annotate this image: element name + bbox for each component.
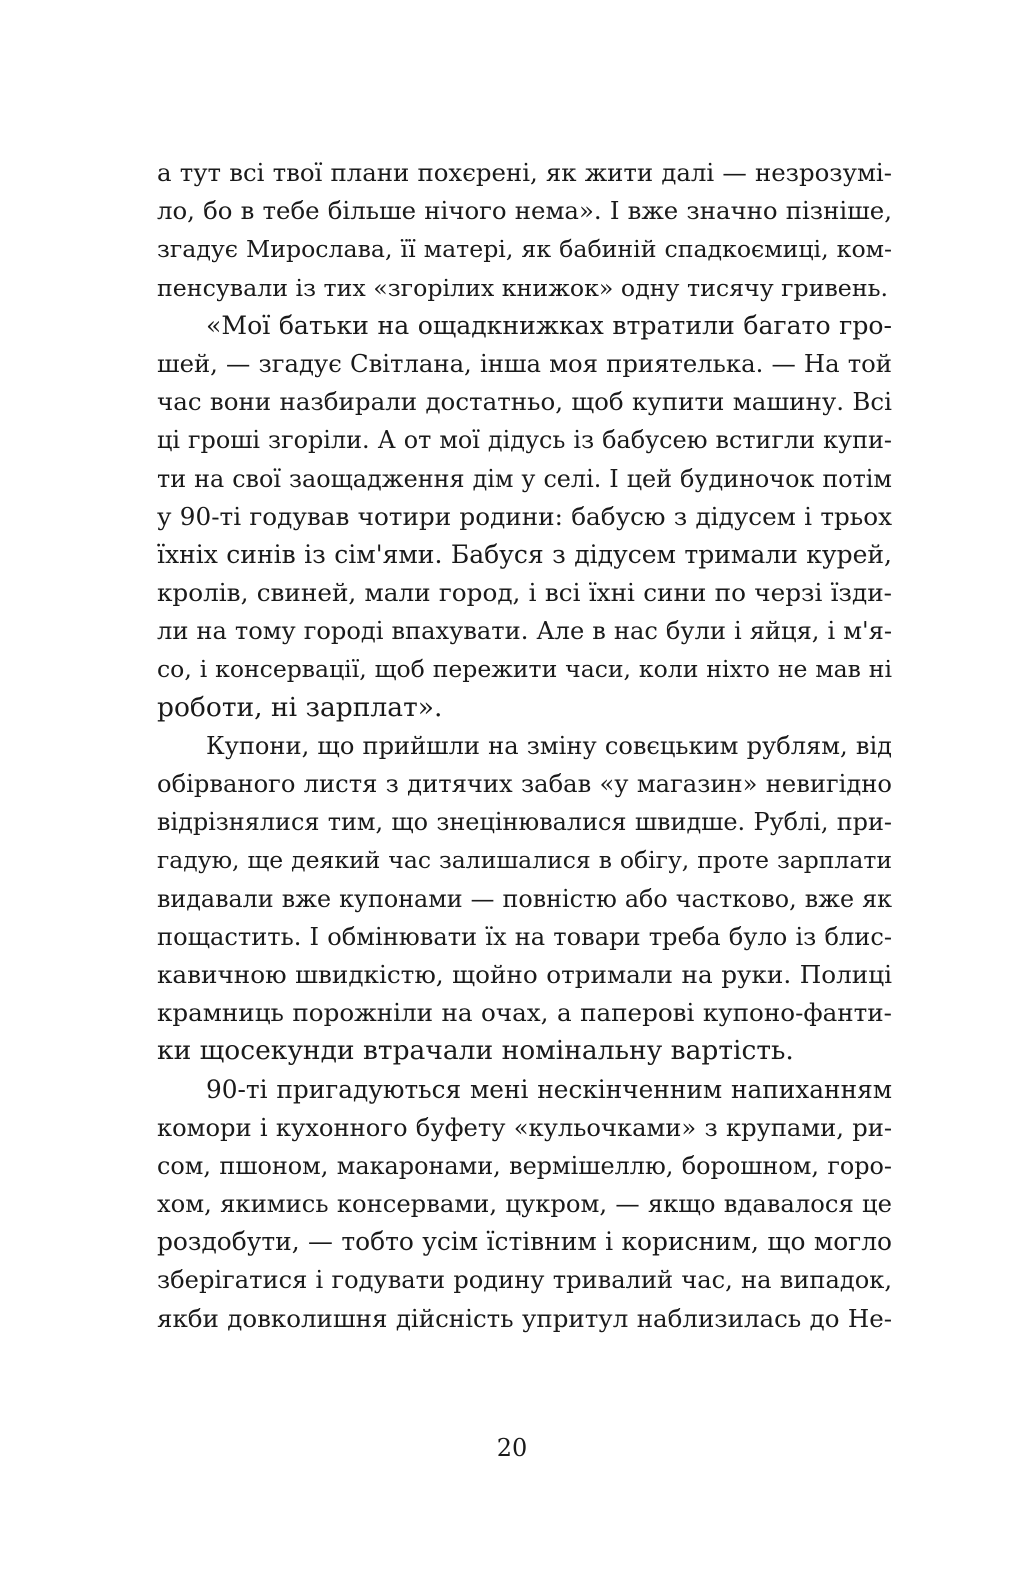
text-line: роботи, ні зарплат».: [157, 691, 443, 723]
text-line: ло, бо в тебе більше нічого нема». І вже значно пізніше,: [157, 196, 892, 226]
text-line: гадую, ще деякий час залишалися в обігу, проте зарплати: [157, 846, 892, 875]
text-line: відрізнялися тим, що знецінювалися швидше. Рублі, при-: [157, 808, 892, 837]
text-line: комори і кухонного буфету «кульочками» з крупами, ри-: [157, 1113, 892, 1142]
text-line: ки щосекунди втрачали номінальну вартість.: [157, 1035, 794, 1067]
body-text: [157, 154, 892, 1338]
text-line: якби довколишня дійсність упритул наблизилась до Не-: [157, 1303, 892, 1333]
text-line: «Мої батьки на ощадкнижках втратили багато гро-: [206, 310, 892, 340]
text-line: кавичною швидкістю, щойно отримали на руки. Полиці: [157, 959, 892, 989]
text-line: кролів, свиней, мали город, і всі їхні сини по черзі їзди-: [157, 578, 892, 608]
text-line: видавали вже купонами — повністю або частково, вже як: [157, 884, 892, 913]
text-line: пощастить. І обмінювати їх на товари треба було із блис-: [157, 922, 892, 951]
text-line: Купони, що прийшли на зміну совєцьким рублям, від: [206, 731, 892, 760]
text-line: роздобути, — тобто усім їстівним і корисним, що могло: [157, 1227, 892, 1257]
text-line: час вони назбирали достатньо, щоб купити машину. Всі: [157, 387, 892, 417]
text-line: ли на тому городі впахувати. Але в нас були і яйця, і м'я-: [157, 617, 892, 646]
text-line: зберігатися і годувати родину тривалий час, на випадок,: [157, 1266, 892, 1295]
text-line: со, і консервації, щоб пережити часи, коли ніхто не мав ні: [157, 655, 892, 684]
text-line: пенсували із тих «згорілих книжок» одну тисячу гривень.: [157, 273, 889, 302]
text-line: 90-ті пригадуються мені нескінченним напиханням: [206, 1074, 892, 1104]
text-line: їхніх синів із сім'ями. Бабуся з дідусем тримали курей,: [157, 539, 892, 569]
text-line: ти на свої заощадження дім у селі. І цей будиночок потім: [157, 464, 892, 493]
page-number: 20: [496, 1434, 528, 1462]
text-line: сом, пшоном, макаронами, вермішеллю, борошном, горо-: [157, 1151, 892, 1180]
text-line: у 90-ті годував чотири родини: бабусю з дідусем і трьох: [157, 501, 892, 531]
text-line: а тут всі твої плани похєрені, як жити далі — незрозумі-: [157, 158, 892, 187]
text-line: шей, — згадує Світлана, інша моя приятелька. — На той: [157, 348, 892, 378]
text-line: крамниць порожніли на очах, а паперові купоно-фанти-: [157, 998, 892, 1028]
text-line: хом, якимись консервами, цукром, — якщо вдавалося це: [157, 1189, 892, 1219]
text-line: ці гроші згоріли. А от мої дідусь із бабусею встигли купи-: [157, 426, 892, 455]
text-line: згадує Мирослава, її матері, як бабиній спадкоємиці, ком-: [157, 235, 892, 264]
text-line: обірваного листя з дитячих забав «у магазин» невигідно: [157, 770, 892, 798]
